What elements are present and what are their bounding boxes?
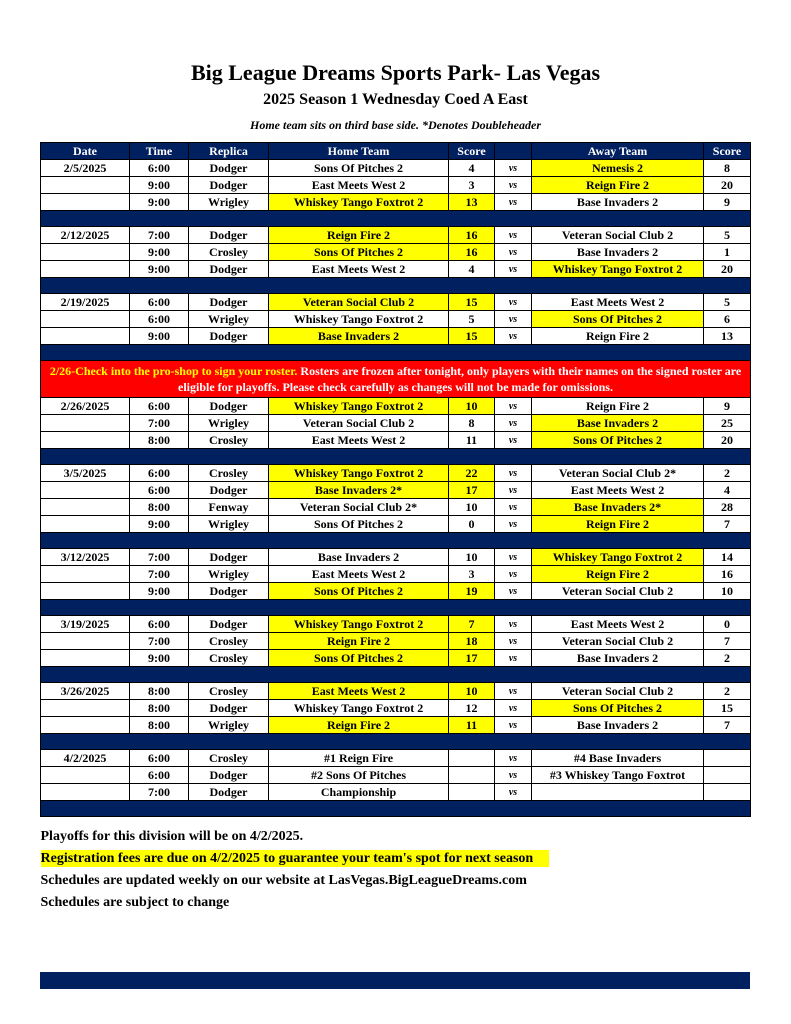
vs-cell: vs xyxy=(495,717,532,734)
away-score-cell: 6 xyxy=(704,311,751,328)
home-team-cell: East Meets West 2 xyxy=(269,261,449,278)
schedule-row xyxy=(41,160,751,177)
away-team-cell: #4 Base Invaders xyxy=(532,750,704,767)
separator-row xyxy=(41,600,751,616)
schedule-row xyxy=(41,465,751,482)
footer xyxy=(41,828,751,911)
schedule-row xyxy=(41,244,751,261)
home-team-cell: Sons Of Pitches 2 xyxy=(269,160,449,177)
announcement-cell xyxy=(41,361,751,398)
vs-cell: vs xyxy=(495,328,532,345)
away-team-cell: Base Invaders 2 xyxy=(532,194,704,211)
schedule-row xyxy=(41,633,751,650)
away-score-cell: 1 xyxy=(704,244,751,261)
separator-row xyxy=(41,278,751,294)
replica-cell: Dodger xyxy=(189,482,269,499)
away-team-cell: Nemesis 2 xyxy=(532,160,704,177)
separator-row xyxy=(41,801,751,817)
home-team-cell: East Meets West 2 xyxy=(269,683,449,700)
schedule-table-body xyxy=(41,160,751,817)
time-cell: 6:00 xyxy=(130,160,189,177)
away-score-cell xyxy=(704,750,751,767)
header-row xyxy=(41,143,751,160)
away-score-cell: 10 xyxy=(704,583,751,600)
time-cell: 6:00 xyxy=(130,482,189,499)
date-cell xyxy=(41,583,130,600)
schedule-table-head xyxy=(41,143,751,160)
vs-cell: vs xyxy=(495,294,532,311)
replica-cell: Fenway xyxy=(189,499,269,516)
date-cell xyxy=(41,650,130,667)
time-cell: 7:00 xyxy=(130,227,189,244)
away-score-cell xyxy=(704,767,751,784)
home-team-cell: Base Invaders 2 xyxy=(269,328,449,345)
vs-cell: vs xyxy=(495,398,532,415)
date-cell: 2/26/2025 xyxy=(41,398,130,415)
time-cell: 7:00 xyxy=(130,549,189,566)
vs-cell: vs xyxy=(495,194,532,211)
date-cell: 3/12/2025 xyxy=(41,549,130,566)
footer-registration-text: Registration fees are due on 4/2/2025 to guarantee your team's spot for next season xyxy=(41,850,550,867)
home-team-cell: Whiskey Tango Foxtrot 2 xyxy=(269,616,449,633)
time-cell: 8:00 xyxy=(130,432,189,449)
home-score-cell: 11 xyxy=(449,717,495,734)
time-cell: 6:00 xyxy=(130,767,189,784)
date-cell xyxy=(41,633,130,650)
vs-cell: vs xyxy=(495,415,532,432)
column-header-home-team: Home Team xyxy=(269,143,449,160)
away-team-cell: Base Invaders 2 xyxy=(532,717,704,734)
replica-cell: Crosley xyxy=(189,244,269,261)
footer-registration-line xyxy=(41,850,751,867)
time-cell: 8:00 xyxy=(130,717,189,734)
away-score-cell: 20 xyxy=(704,261,751,278)
schedule-row xyxy=(41,750,751,767)
schedule-row xyxy=(41,261,751,278)
schedule-row xyxy=(41,650,751,667)
home-team-cell: Sons Of Pitches 2 xyxy=(269,583,449,600)
announcement-body: Rosters are frozen after tonight, only players with their names on the signed roster are eligible for playoffs. Please check carefully as changes will not be made for omissions. xyxy=(178,364,742,394)
time-cell: 9:00 xyxy=(130,244,189,261)
schedule-row xyxy=(41,328,751,345)
replica-cell: Crosley xyxy=(189,633,269,650)
home-score-cell: 16 xyxy=(449,244,495,261)
away-score-cell: 7 xyxy=(704,633,751,650)
time-cell: 6:00 xyxy=(130,750,189,767)
replica-cell: Dodger xyxy=(189,294,269,311)
time-cell: 9:00 xyxy=(130,261,189,278)
home-team-cell: Veteran Social Club 2 xyxy=(269,294,449,311)
vs-cell: vs xyxy=(495,683,532,700)
separator-bar xyxy=(41,278,751,294)
date-cell xyxy=(41,717,130,734)
home-team-cell: Sons Of Pitches 2 xyxy=(269,650,449,667)
replica-cell: Wrigley xyxy=(189,194,269,211)
time-cell: 7:00 xyxy=(130,566,189,583)
schedule-row xyxy=(41,398,751,415)
column-header-time: Time xyxy=(130,143,189,160)
vs-cell: vs xyxy=(495,177,532,194)
home-team-cell: Championship xyxy=(269,784,449,801)
schedule-row xyxy=(41,583,751,600)
replica-cell: Wrigley xyxy=(189,717,269,734)
date-cell: 2/12/2025 xyxy=(41,227,130,244)
away-team-cell xyxy=(532,784,704,801)
replica-cell: Crosley xyxy=(189,465,269,482)
away-team-cell: Reign Fire 2 xyxy=(532,566,704,583)
separator-row xyxy=(41,734,751,750)
vs-cell: vs xyxy=(495,633,532,650)
footer-playoffs-note: Playoffs for this division will be on 4/2/2025. xyxy=(40,829,304,844)
home-score-cell: 10 xyxy=(449,549,495,566)
schedule-row xyxy=(41,700,751,717)
home-team-cell: East Meets West 2 xyxy=(269,566,449,583)
home-score-cell xyxy=(449,784,495,801)
home-team-cell: Whiskey Tango Foxtrot 2 xyxy=(269,311,449,328)
replica-cell: Dodger xyxy=(189,767,269,784)
vs-cell: vs xyxy=(495,482,532,499)
column-header-home-score: Score xyxy=(449,143,495,160)
away-score-cell: 8 xyxy=(704,160,751,177)
column-header-replica: Replica xyxy=(189,143,269,160)
home-score-cell: 13 xyxy=(449,194,495,211)
replica-cell: Dodger xyxy=(189,261,269,278)
vs-cell: vs xyxy=(495,499,532,516)
vs-cell: vs xyxy=(495,616,532,633)
time-cell: 9:00 xyxy=(130,583,189,600)
home-score-cell: 10 xyxy=(449,398,495,415)
replica-cell: Dodger xyxy=(189,160,269,177)
home-score-cell: 10 xyxy=(449,683,495,700)
replica-cell: Dodger xyxy=(189,398,269,415)
replica-cell: Dodger xyxy=(189,227,269,244)
replica-cell: Wrigley xyxy=(189,415,269,432)
away-score-cell: 2 xyxy=(704,465,751,482)
time-cell: 7:00 xyxy=(130,633,189,650)
away-team-cell: Sons Of Pitches 2 xyxy=(532,700,704,717)
date-cell xyxy=(41,566,130,583)
home-team-cell: East Meets West 2 xyxy=(269,177,449,194)
replica-cell: Dodger xyxy=(189,177,269,194)
home-team-cell: Base Invaders 2 xyxy=(269,549,449,566)
home-team-cell: Reign Fire 2 xyxy=(269,717,449,734)
page-subtitle: 2025 Season 1 Wednesday Coed A East xyxy=(263,91,528,108)
home-score-cell: 16 xyxy=(449,227,495,244)
date-cell xyxy=(41,499,130,516)
home-team-cell: Whiskey Tango Foxtrot 2 xyxy=(269,465,449,482)
announcement-highlight: 2/26-Check into the pro-shop to sign your roster. xyxy=(49,364,298,378)
vs-cell: vs xyxy=(495,784,532,801)
time-cell: 9:00 xyxy=(130,328,189,345)
date-cell xyxy=(41,516,130,533)
date-cell: 4/2/2025 xyxy=(41,750,130,767)
away-score-cell: 2 xyxy=(704,683,751,700)
vs-cell: vs xyxy=(495,160,532,177)
away-team-cell: Base Invaders 2 xyxy=(532,244,704,261)
page-note: Home team sits on third base side. *Denotes Doubleheader xyxy=(250,118,541,132)
away-score-cell: 7 xyxy=(704,516,751,533)
home-team-cell: Veteran Social Club 2 xyxy=(269,415,449,432)
separator-bar xyxy=(41,600,751,616)
away-team-cell: Reign Fire 2 xyxy=(532,177,704,194)
replica-cell: Dodger xyxy=(189,583,269,600)
time-cell: 6:00 xyxy=(130,465,189,482)
vs-cell: vs xyxy=(495,432,532,449)
away-team-cell: Reign Fire 2 xyxy=(532,398,704,415)
vs-cell: vs xyxy=(495,516,532,533)
home-score-cell: 5 xyxy=(449,311,495,328)
column-header-away-team: Away Team xyxy=(532,143,704,160)
time-cell: 8:00 xyxy=(130,700,189,717)
vs-cell: vs xyxy=(495,750,532,767)
replica-cell: Crosley xyxy=(189,650,269,667)
separator-bar xyxy=(41,734,751,750)
date-cell: 2/19/2025 xyxy=(41,294,130,311)
date-cell xyxy=(41,244,130,261)
schedule-row xyxy=(41,311,751,328)
vs-cell: vs xyxy=(495,650,532,667)
home-team-cell: Reign Fire 2 xyxy=(269,633,449,650)
home-score-cell: 10 xyxy=(449,499,495,516)
home-team-cell: Sons Of Pitches 2 xyxy=(269,244,449,261)
schedule-row xyxy=(41,616,751,633)
vs-cell: vs xyxy=(495,311,532,328)
time-cell: 8:00 xyxy=(130,499,189,516)
separator-row xyxy=(41,667,751,683)
away-team-cell: #3 Whiskey Tango Foxtrot xyxy=(532,767,704,784)
schedule-row xyxy=(41,194,751,211)
away-team-cell: Reign Fire 2 xyxy=(532,328,704,345)
date-cell: 3/5/2025 xyxy=(41,465,130,482)
vs-cell: vs xyxy=(495,767,532,784)
away-score-cell: 5 xyxy=(704,294,751,311)
home-score-cell: 19 xyxy=(449,583,495,600)
home-team-cell: Whiskey Tango Foxtrot 2 xyxy=(269,700,449,717)
home-score-cell: 7 xyxy=(449,616,495,633)
date-cell xyxy=(41,700,130,717)
vs-cell: vs xyxy=(495,549,532,566)
away-team-cell: East Meets West 2 xyxy=(532,482,704,499)
time-cell: 6:00 xyxy=(130,616,189,633)
away-team-cell: Base Invaders 2 xyxy=(532,650,704,667)
schedule-row xyxy=(41,432,751,449)
away-score-cell: 20 xyxy=(704,177,751,194)
replica-cell: Wrigley xyxy=(189,311,269,328)
vs-cell: vs xyxy=(495,465,532,482)
home-score-cell: 4 xyxy=(449,160,495,177)
date-cell xyxy=(41,415,130,432)
separator-bar xyxy=(41,211,751,227)
footer-subject-to-change: Schedules are subject to change xyxy=(40,895,230,910)
away-score-cell: 16 xyxy=(704,566,751,583)
home-score-cell: 11 xyxy=(449,432,495,449)
schedule-row xyxy=(41,177,751,194)
away-team-cell: Whiskey Tango Foxtrot 2 xyxy=(532,261,704,278)
away-score-cell: 2 xyxy=(704,650,751,667)
replica-cell: Dodger xyxy=(189,700,269,717)
away-team-cell: Base Invaders 2 xyxy=(532,415,704,432)
footer-website-note: Schedules are updated weekly on our website at LasVegas.BigLeagueDreams.com xyxy=(40,873,527,888)
vs-cell: vs xyxy=(495,583,532,600)
column-header-date: Date xyxy=(41,143,130,160)
home-team-cell: #2 Sons Of Pitches xyxy=(269,767,449,784)
separator-row xyxy=(41,533,751,549)
schedule-row xyxy=(41,227,751,244)
date-cell: 3/19/2025 xyxy=(41,616,130,633)
separator-bar xyxy=(41,801,751,817)
date-cell xyxy=(41,482,130,499)
away-team-cell: Reign Fire 2 xyxy=(532,516,704,533)
away-score-cell: 15 xyxy=(704,700,751,717)
home-score-cell xyxy=(449,767,495,784)
replica-cell: Dodger xyxy=(189,784,269,801)
time-cell: 6:00 xyxy=(130,398,189,415)
date-cell xyxy=(41,177,130,194)
separator-bar xyxy=(41,533,751,549)
away-score-cell: 28 xyxy=(704,499,751,516)
home-team-cell: Reign Fire 2 xyxy=(269,227,449,244)
replica-cell: Crosley xyxy=(189,750,269,767)
time-cell: 9:00 xyxy=(130,516,189,533)
separator-row xyxy=(41,345,751,361)
home-score-cell: 3 xyxy=(449,566,495,583)
page-title: Big League Dreams Sports Park- Las Vegas xyxy=(190,60,601,85)
away-score-cell: 7 xyxy=(704,717,751,734)
away-team-cell: East Meets West 2 xyxy=(532,616,704,633)
away-score-cell: 25 xyxy=(704,415,751,432)
away-team-cell: Sons Of Pitches 2 xyxy=(532,432,704,449)
home-score-cell: 4 xyxy=(449,261,495,278)
home-team-cell: Base Invaders 2* xyxy=(269,482,449,499)
home-score-cell: 0 xyxy=(449,516,495,533)
replica-cell: Wrigley xyxy=(189,566,269,583)
time-cell: 6:00 xyxy=(130,311,189,328)
date-cell xyxy=(41,767,130,784)
replica-cell: Crosley xyxy=(189,683,269,700)
away-team-cell: Veteran Social Club 2* xyxy=(532,465,704,482)
replica-cell: Dodger xyxy=(189,328,269,345)
vs-cell: vs xyxy=(495,700,532,717)
vs-cell: vs xyxy=(495,227,532,244)
away-team-cell: Veteran Social Club 2 xyxy=(532,633,704,650)
date-cell xyxy=(41,311,130,328)
date-cell: 3/26/2025 xyxy=(41,683,130,700)
home-score-cell: 22 xyxy=(449,465,495,482)
schedule-row xyxy=(41,566,751,583)
home-score-cell: 12 xyxy=(449,700,495,717)
column-header-away-score: Score xyxy=(704,143,751,160)
home-score-cell: 17 xyxy=(449,650,495,667)
away-team-cell: Whiskey Tango Foxtrot 2 xyxy=(532,549,704,566)
vs-cell: vs xyxy=(495,566,532,583)
schedule-row xyxy=(41,294,751,311)
home-score-cell: 18 xyxy=(449,633,495,650)
schedule-row xyxy=(41,784,751,801)
schedule-row xyxy=(41,767,751,784)
time-cell: 7:00 xyxy=(130,415,189,432)
home-team-cell: Whiskey Tango Foxtrot 2 xyxy=(269,194,449,211)
away-team-cell: Veteran Social Club 2 xyxy=(532,583,704,600)
schedule-row xyxy=(41,683,751,700)
away-score-cell: 14 xyxy=(704,549,751,566)
schedule-table xyxy=(40,142,751,817)
home-score-cell: 3 xyxy=(449,177,495,194)
home-team-cell: Sons Of Pitches 2 xyxy=(269,516,449,533)
replica-cell: Dodger xyxy=(189,549,269,566)
home-team-cell: Whiskey Tango Foxtrot 2 xyxy=(269,398,449,415)
schedule-row xyxy=(41,482,751,499)
date-cell: 2/5/2025 xyxy=(41,160,130,177)
time-cell: 7:00 xyxy=(130,784,189,801)
away-team-cell: Veteran Social Club 2 xyxy=(532,683,704,700)
vs-cell: vs xyxy=(495,261,532,278)
schedule-row xyxy=(41,516,751,533)
home-team-cell: Veteran Social Club 2* xyxy=(269,499,449,516)
time-cell: 6:00 xyxy=(130,294,189,311)
date-cell xyxy=(41,261,130,278)
replica-cell: Crosley xyxy=(189,432,269,449)
away-score-cell xyxy=(704,784,751,801)
date-cell xyxy=(41,784,130,801)
away-team-cell: Veteran Social Club 2 xyxy=(532,227,704,244)
home-score-cell: 15 xyxy=(449,294,495,311)
home-team-cell: East Meets West 2 xyxy=(269,432,449,449)
schedule-row xyxy=(41,717,751,734)
time-cell: 9:00 xyxy=(130,650,189,667)
bottom-navy-bar xyxy=(40,972,750,989)
away-team-cell: Sons Of Pitches 2 xyxy=(532,311,704,328)
away-score-cell: 0 xyxy=(704,616,751,633)
schedule-row xyxy=(41,415,751,432)
away-score-cell: 9 xyxy=(704,194,751,211)
home-score-cell: 8 xyxy=(449,415,495,432)
separator-bar xyxy=(41,667,751,683)
away-score-cell: 9 xyxy=(704,398,751,415)
away-team-cell: Base Invaders 2* xyxy=(532,499,704,516)
away-score-cell: 5 xyxy=(704,227,751,244)
home-score-cell xyxy=(449,750,495,767)
replica-cell: Dodger xyxy=(189,616,269,633)
announcement-row xyxy=(41,361,751,398)
time-cell: 8:00 xyxy=(130,683,189,700)
schedule-row xyxy=(41,549,751,566)
date-cell xyxy=(41,328,130,345)
date-cell xyxy=(41,194,130,211)
away-score-cell: 4 xyxy=(704,482,751,499)
home-score-cell: 15 xyxy=(449,328,495,345)
away-score-cell: 20 xyxy=(704,432,751,449)
time-cell: 9:00 xyxy=(130,177,189,194)
separator-row xyxy=(41,449,751,465)
separator-row xyxy=(41,211,751,227)
replica-cell: Wrigley xyxy=(189,516,269,533)
separator-bar xyxy=(41,449,751,465)
schedule-row xyxy=(41,499,751,516)
vs-cell: vs xyxy=(495,244,532,261)
away-team-cell: East Meets West 2 xyxy=(532,294,704,311)
separator-bar xyxy=(41,345,751,361)
time-cell: 9:00 xyxy=(130,194,189,211)
date-cell xyxy=(41,432,130,449)
column-header-vs xyxy=(495,143,532,160)
home-team-cell: #1 Reign Fire xyxy=(269,750,449,767)
home-score-cell: 17 xyxy=(449,482,495,499)
away-score-cell: 13 xyxy=(704,328,751,345)
